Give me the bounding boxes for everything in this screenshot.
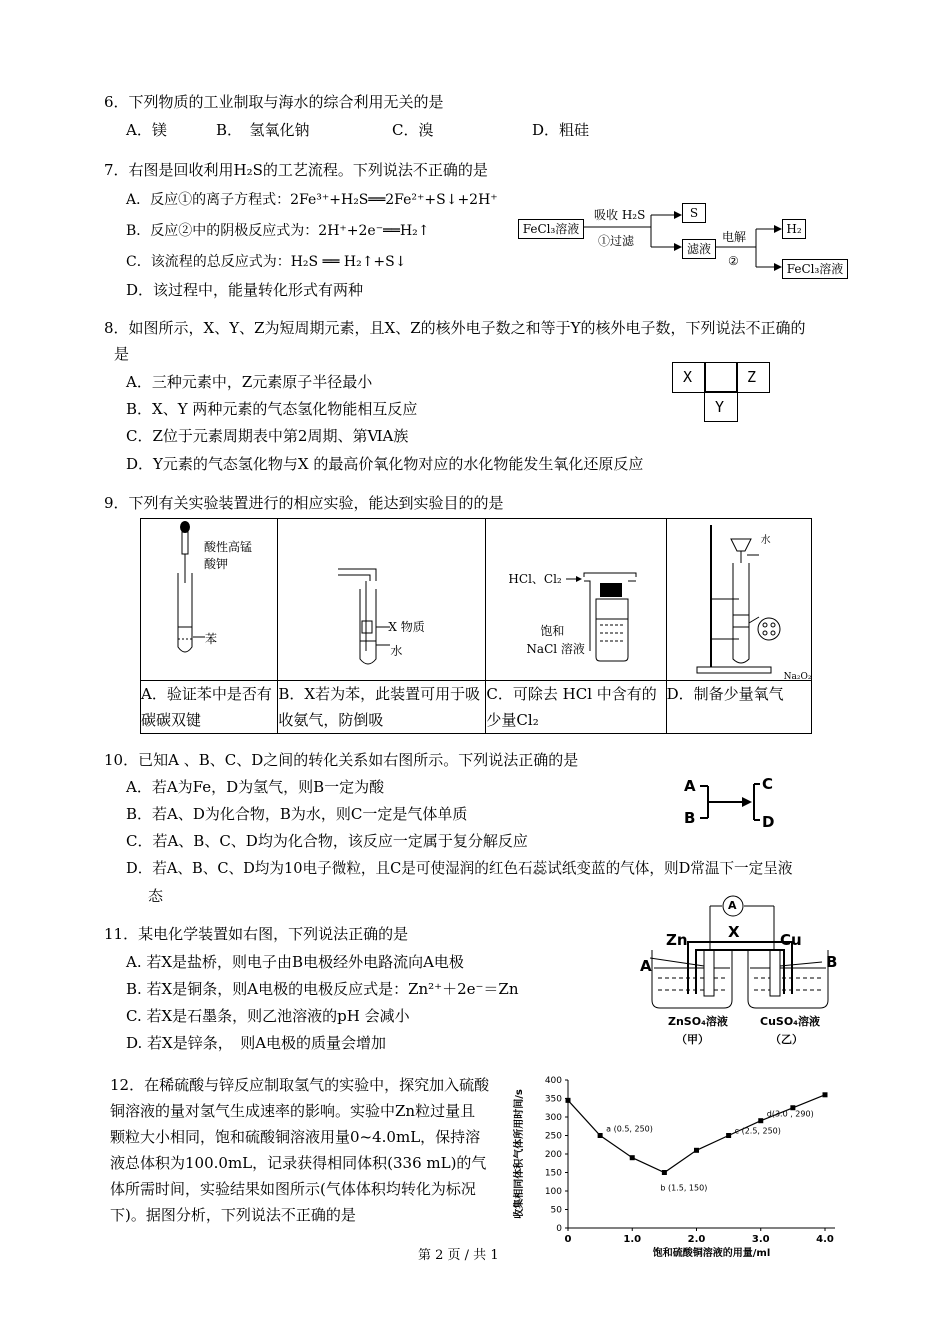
q8-option-d: D．Y元素的气态氢化物与X 的最高价氧化物对应的水化物能发生氧化还原反应 — [126, 455, 644, 473]
q11-option-b: B. 若X是铜条，则A电极的电极反应式是：Zn²⁺＋2e⁻＝Zn — [126, 980, 519, 998]
data-point — [630, 1155, 635, 1160]
apparatus-c — [486, 519, 666, 681]
q12-chart — [510, 1068, 850, 1278]
flow-fecl3-start: FeCl₃溶液 — [518, 219, 584, 239]
apparatus-a — [141, 519, 278, 681]
data-point — [694, 1148, 699, 1153]
q11-option-c: C. 若X是石墨条，则乙池溶液的pH 会减小 — [126, 1007, 410, 1025]
series-line — [568, 1095, 825, 1173]
q12-line-4: 液总体积为100.0mL，记录获得相同体积(336 mL)的气 — [110, 1154, 487, 1172]
caption-a: A．验证苯中是否有碳碳双键 — [141, 681, 278, 734]
data-point — [726, 1133, 731, 1138]
q9-apparatus-table — [140, 518, 812, 734]
point-annotation: b (1.5, 150) — [660, 1183, 708, 1193]
q8-periodic-grid — [672, 362, 772, 424]
x-tick-label: 0 — [564, 1234, 572, 1245]
data-point — [566, 1098, 571, 1103]
flow-step2-label: ② — [728, 254, 739, 268]
x-tick-label: 3.0 — [751, 1234, 770, 1245]
label-saturated: 饱和 — [540, 624, 565, 638]
label-water-d: 水 — [760, 535, 771, 546]
point-annotation: a (0.5, 250) — [606, 1124, 653, 1134]
apparatus-d — [666, 519, 811, 681]
q7-option-a: A．反应①的离子方程式：2Fe³⁺+H₂S══2Fe²⁺+S↓+2H⁺ — [126, 192, 498, 208]
q12-line-6: 下)。据图分析，下列说法不正确的是 — [110, 1206, 356, 1224]
q10-reaction-diagram — [680, 772, 780, 834]
y-tick-label: 300 — [544, 1113, 562, 1123]
q6-option-b: B． 氢氧化钠 — [216, 121, 310, 139]
zn-label: Zn — [666, 931, 688, 949]
flow-step1-label: ①过滤 — [598, 234, 635, 248]
y-tick-label: 50 — [550, 1205, 562, 1216]
q12-line-1: 12．在稀硫酸与锌反应制取氢气的实验中，探究加入硫酸 — [110, 1076, 490, 1094]
data-point — [758, 1118, 763, 1123]
q12-line-3: 颗粒大小相同，饱和硫酸铜溶液用量0~4.0mL，保持溶 — [110, 1128, 481, 1146]
electrode-b-label: B — [826, 953, 838, 971]
q11-cell-diagram — [640, 890, 840, 1052]
flow-absorb-label: 吸收 H₂S — [594, 208, 646, 222]
label-benzene: 苯 — [205, 632, 218, 646]
diagram-c: C — [762, 775, 774, 793]
q10-option-d: D．若A、B、C、D均为10电子微粒，且C是可使湿润的红色石蕊试纸变蓝的气体，则D常温下一定呈液 — [126, 860, 793, 877]
diagram-a: A — [684, 777, 696, 795]
data-point — [598, 1133, 603, 1138]
right-cell-tag: （乙） — [770, 1033, 803, 1046]
point-annotation: c (2.5, 250) — [734, 1126, 781, 1136]
point-annotation: d(3.0 , 290) — [766, 1109, 814, 1119]
x-bridge-label: X — [728, 923, 740, 941]
y-tick-label: 100 — [544, 1187, 562, 1197]
q6-stem: 6．下列物质的工业制取与海水的综合利用无关的是 — [104, 93, 444, 111]
q10-stem: 10．已知A 、B、C、D之间的转化关系如右图所示。下列说法正确的是 — [104, 751, 579, 769]
q7-flow-diagram — [516, 195, 856, 285]
diagram-b: B — [684, 809, 696, 827]
q6-option-c: C．溴 — [392, 121, 434, 139]
q11-option-a: A. 若X是盐桥，则电子由B电极经外电路流向A电极 — [126, 953, 464, 971]
q10-option-d-cont: 态 — [148, 887, 164, 905]
q10-option-b: B．若A、D为化合物，B为水，则C一定是气体单质 — [126, 805, 468, 823]
data-point — [823, 1092, 828, 1097]
q12-line-5: 体所需时间，实验结果如图所示(气体体积均转化为标况 — [110, 1180, 476, 1198]
x-tick-label: 2.0 — [687, 1234, 706, 1245]
y-tick-label: 0 — [556, 1224, 562, 1234]
q11-option-d: D. 若X是锌条， 则A电极的质量会增加 — [126, 1034, 387, 1052]
flow-sulfur: S — [682, 203, 706, 223]
caption-b: B．X若为苯，此装置可用于吸收氨气，防倒吸 — [278, 681, 486, 734]
left-cell-tag: （甲） — [676, 1033, 709, 1046]
q7-option-c: C．该流程的总反应式为：H₂S ══ H₂↑+S↓ — [126, 254, 407, 270]
y-axis-label: 收集相同体积气体所用时间/s — [514, 1089, 525, 1219]
label-x-substance: X 物质 — [388, 620, 425, 634]
flow-filtrate: 滤液 — [682, 239, 716, 259]
cuso4-label: CuSO₄溶液 — [760, 1015, 820, 1028]
cu-label: Cu — [780, 931, 802, 949]
q8-option-c: C．Z位于元素周期表中第2周期、第ⅥA族 — [126, 427, 409, 445]
q7-option-d: D．该过程中，能量转化形式有两种 — [126, 281, 364, 299]
q10-option-a: A．若A为Fe，D为氢气，则B一定为酸 — [126, 778, 385, 796]
znso4-label: ZnSO₄溶液 — [668, 1015, 728, 1028]
y-tick-label: 350 — [544, 1094, 562, 1105]
chart-svg — [510, 1068, 850, 1278]
q8-stem-cont: 是 — [114, 345, 130, 363]
q12-text — [110, 1072, 500, 1228]
label-gas-c: HCl、Cl₂ — [508, 572, 562, 586]
q6-option-d: D．粗硅 — [532, 121, 590, 139]
x-tick-label: 1.0 — [623, 1234, 642, 1245]
caption-c: C．可除去 HCl 中含有的少量Cl₂ — [486, 681, 666, 734]
flow-fecl3-end: FeCl₃溶液 — [782, 259, 848, 279]
flow-electrolysis-label: 电解 — [722, 230, 747, 244]
y-tick-label: 400 — [544, 1076, 562, 1086]
q6-option-a: A．镁 — [126, 121, 167, 139]
y-tick-label: 150 — [544, 1168, 562, 1179]
q8-option-a: A．三种元素中，Z元素原子半径最小 — [126, 373, 373, 391]
q8-option-b: B．X、Y 两种元素的气态氢化物能相互反应 — [126, 400, 418, 418]
apparatus-b-drawing — [278, 519, 486, 681]
q7-stem: 7．右图是回收利用H₂S的工艺流程。下列说法不正确的是 — [104, 161, 488, 179]
q10-option-c: C．若A、B、C、D均为化合物，该反应一定属于复分解反应 — [126, 832, 528, 850]
caption-d: D．制备少量氧气 — [666, 681, 811, 734]
apparatus-d-drawing — [667, 519, 812, 681]
page-footer: 第 2 页 / 共 1 — [418, 1248, 499, 1263]
label-na2o2: Na₂O₂ — [783, 672, 812, 682]
y-tick-label: 200 — [544, 1150, 562, 1160]
electrode-a-label: A — [640, 957, 652, 975]
label-kmno4: 酸性高锰酸钾 — [204, 540, 253, 571]
q7-option-b: B．反应②中的阴极反应式为：2H⁺+2e⁻══H₂↑ — [126, 223, 430, 239]
ammeter-label: A — [728, 899, 737, 912]
q11-stem: 11．某电化学装置如右图，下列说法正确的是 — [104, 925, 409, 943]
label-nacl: NaCl 溶液 — [526, 642, 585, 656]
flow-h2: H₂ — [782, 219, 806, 239]
q8-stem: 8．如图所示，X、Y、Z为短周期元素，且X、Z的核外电子数之和等于Y的核外电子数，下列说法不正确的 — [104, 319, 806, 337]
q12-line-2: 铜溶液的量对氢气生成速率的影响。实验中Zn粒过量且 — [110, 1102, 476, 1120]
x-tick-label: 4.0 — [816, 1234, 834, 1245]
grid-z: Z — [747, 368, 757, 386]
data-point — [662, 1170, 667, 1175]
q9-stem: 9．下列有关实验装置进行的相应实验，能达到实验目的的是 — [104, 494, 504, 512]
grid-x: X — [683, 368, 693, 386]
diagram-d: D — [762, 813, 775, 831]
x-axis-label: 饱和硫酸铜溶液的用量/ml — [652, 1248, 771, 1259]
apparatus-b — [278, 519, 486, 681]
y-tick-label: 250 — [544, 1131, 562, 1142]
label-water-b: 水 — [390, 644, 403, 658]
grid-y: Y — [715, 398, 725, 416]
